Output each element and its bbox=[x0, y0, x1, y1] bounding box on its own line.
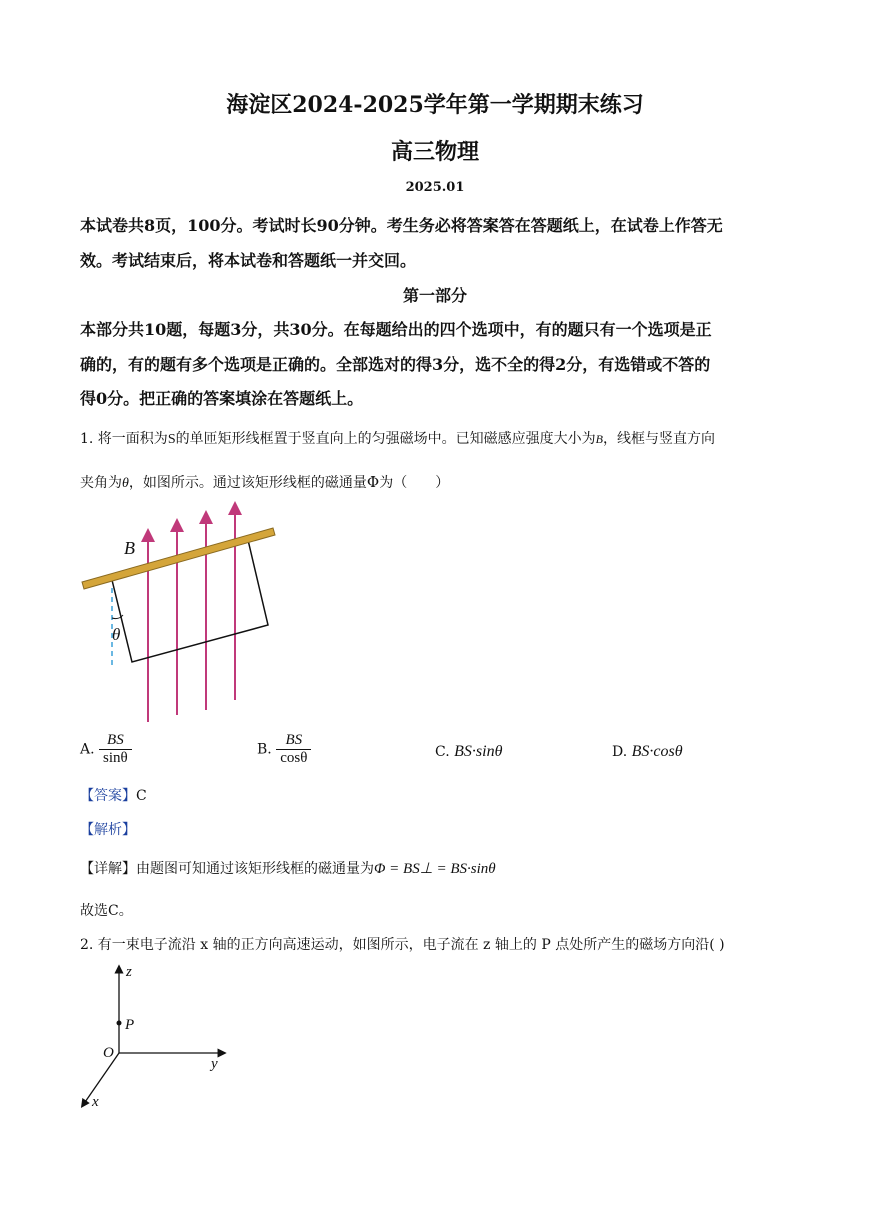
label-P: P bbox=[125, 1017, 135, 1033]
q1-figure bbox=[70, 500, 290, 730]
part1-line-2: 确的，有的题有多个选项是正确的。全部选对的得3分，选不全的得2分，有选错或不答的 bbox=[80, 355, 711, 374]
q1-stem-line-1: 1. 将一面积为S的单匝矩形线框置于竖直向上的匀强磁场中。已知磁感应强度大小为B，线框与竖直方向 bbox=[80, 431, 715, 447]
analysis-tag: 【解析】 bbox=[80, 822, 136, 838]
q1-answer-line bbox=[80, 785, 147, 805]
instructions-line-2: 效。考试结束后，将本试卷和答题纸一并交回。 bbox=[80, 251, 417, 270]
part1-heading: 第一部分 bbox=[402, 286, 467, 305]
option-A[interactable]: A. $\frac{BS}{\sin\theta}$ bbox=[80, 732, 132, 767]
q1-stem-line-2: 夹角为θ，如图所示。通过该矩形线框的磁通量Φ为（ ） bbox=[80, 473, 450, 491]
exam-date: 2025.01 bbox=[405, 180, 465, 195]
option-B[interactable]: B. $\frac{BS}{\cos\theta}$ bbox=[257, 732, 311, 767]
q1-detail-line: 【详解】由题图可知通过该矩形线框的磁通量为Φ = BS⊥ = BS·sinθ bbox=[80, 861, 496, 877]
label-O: O bbox=[103, 1045, 114, 1061]
exam-title: 海淀区2024-2025学年第一学期期末练习 bbox=[226, 92, 644, 118]
q1-analysis-line bbox=[80, 819, 136, 839]
label-y: y bbox=[211, 1056, 218, 1072]
q1-conclusion: 故选C。 bbox=[80, 903, 133, 919]
exam-subject: 高三物理 bbox=[390, 139, 479, 165]
detail-formula: Φ = BS⊥ = BS·sinθ bbox=[374, 861, 496, 877]
rod bbox=[82, 528, 275, 589]
option-C[interactable]: C. BS·sinθ bbox=[435, 743, 503, 760]
part1-line-3: 得0分。把正确的答案填涂在答题纸上。 bbox=[80, 389, 364, 408]
q2-stem: 2. 有一束电子流沿 x 轴的正方向高速运动，如图所示，电子流在 z 轴上的 P 点处所产生的磁场方向沿( ) bbox=[80, 937, 725, 953]
option-D[interactable]: D. BS·cosθ bbox=[612, 743, 683, 760]
magnetic-field-lines bbox=[148, 508, 235, 722]
label-x: x bbox=[92, 1094, 99, 1110]
part1-line-1: 本部分共10题，每题3分，共30分。在每题给出的四个选项中，有的题只有一个选项是正 bbox=[80, 320, 712, 339]
q2-axes-figure bbox=[78, 962, 238, 1112]
detail-tag: 【详解】 bbox=[80, 861, 136, 877]
label-theta: θ bbox=[112, 625, 121, 644]
answer-tag: 【答案】 bbox=[80, 788, 136, 804]
point-P bbox=[117, 1021, 122, 1026]
instructions-line-1: 本试卷共8页，100分。考试时长90分钟。考生务必将答案答在答题纸上，在试卷上作答无 bbox=[80, 216, 723, 235]
label-z: z bbox=[126, 964, 132, 980]
label-B: B bbox=[124, 538, 135, 558]
answer-value: C bbox=[136, 788, 147, 804]
